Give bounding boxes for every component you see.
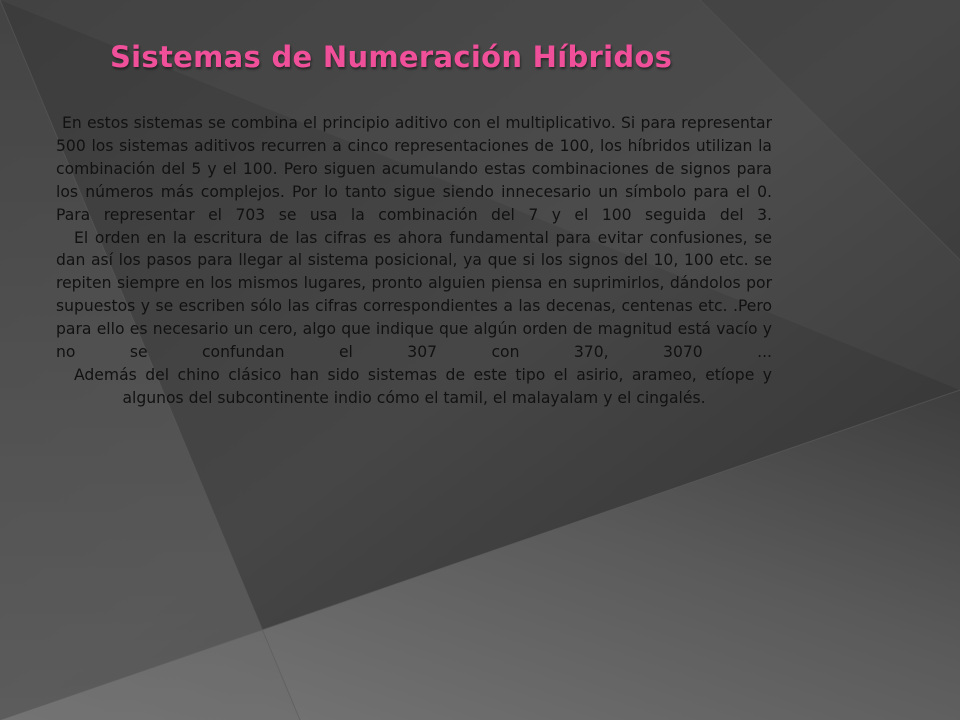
slide-body [56, 112, 772, 410]
slide-title: Sistemas de Numeración Híbridos [110, 40, 673, 74]
paragraph-positional-order: El orden en la escritura de las cifras es ahora fundamental para evitar confusiones, se dan así los pasos para llegar al sistema posicional, ya que si los signos del 10, 100 etc. se repiten siempre en los mismos lugares, pronto alguien piensa en suprimirlos, dándolos por supuestos y se escriben sólo las cifras correspondientes a las decenas, centenas etc. .Pero para ello es necesario un cero, algo que indique que algún orden de magnitud está vacío y no se confundan el 307 con 370, 3070 ... [56, 228, 772, 362]
paragraph-examples: Además del chino clásico han sido sistemas de este tipo el asirio, arameo, etíope y algunos del subcontinente indio cómo el tamil, el malayalam y el cingalés. [74, 365, 772, 407]
paragraph-hybrid-systems: En estos sistemas se combina el principio aditivo con el multiplicativo. Si para representar 500 los sistemas aditivos recurren a cinco representaciones de 100, los híbridos utilizan la combinación del 5 y el 100. Pero siguen acumulando estas combinaciones de signos para los números más complejos. Por lo tanto sigue siendo innecesario un símbolo para el 0. Para representar el 703 se usa la combinación del 7 y el 100 seguida del 3. [56, 114, 772, 224]
